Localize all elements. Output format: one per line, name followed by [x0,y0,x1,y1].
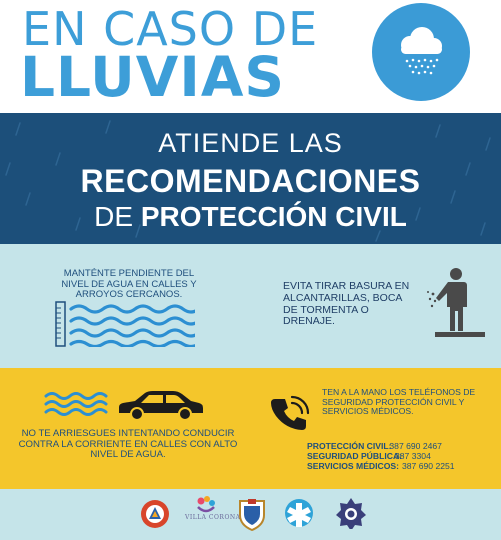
banner-line-3-bold: PROTECCIÓN CIVIL [140,201,407,232]
rain-cloud-icon [372,3,470,101]
medical-services-logo [284,498,314,528]
banner-line-3-prefix: DE [94,201,141,232]
proteccion-civil-logo [140,499,170,529]
recommendations-banner [0,113,501,244]
contact-row [307,462,455,472]
phone-icon [270,395,310,435]
banner-line-3 [0,203,501,231]
villa-corona-logo [195,495,217,515]
contact-label: SERVICIOS MÉDICOS: [307,460,400,471]
person-throwing-trash-icon [425,266,489,338]
contact-number: 387 3304 [395,450,431,461]
municipal-shield-logo [238,497,266,531]
tips-section-2 [0,368,501,489]
emergency-contacts [307,442,455,472]
police-badge-logo [335,497,367,529]
tips-section-1 [0,244,501,368]
banner-line-1: ATIENDE LAS [158,128,343,158]
title-line-1: EN CASO DE [22,2,319,56]
contact-number: 387 690 2467 [389,441,442,451]
title-line-2: LLUVIAS [20,45,286,109]
water-level-waves-icon [55,301,195,347]
banner-line-2: RECOMENDACIONES [80,163,421,199]
logos-strip [0,489,501,540]
contact-number: 387 690 2251 [402,460,455,471]
driving-tip-text: NO TE ARRIESGUES INTENTANDO CONDUCIR CONTRA LA CORRIENTE EN CALLES CON ALTO NIVEL DE AGUA. [18,428,238,461]
villa-corona-text: VILLA CORONA [185,514,241,521]
contact-label: SEGURIDAD PÚBLICA: [307,450,403,461]
contact-label: PROTECCIÓN CIVIL: [307,441,392,451]
flood-waves-icon [44,390,114,418]
car-in-water-icon [115,391,205,421]
header [0,0,501,113]
water-level-tip-text: MANTÉNTE PENDIENTE DEL NIVEL DE AGUA EN CALLES Y ARROYOS CERCANOS. [61,268,197,301]
trash-tip-text: EVITA TIRAR BASURA EN ALCANTARILLAS, BOCA DE TORMENTA O DRENAJE. [283,280,410,328]
phones-tip-text: TEN A LA MANO LOS TELÉFONOS DE SEGURIDAD PROTECCIÓN CIVIL Y SERVICIOS MÉDICOS. [322,387,476,417]
